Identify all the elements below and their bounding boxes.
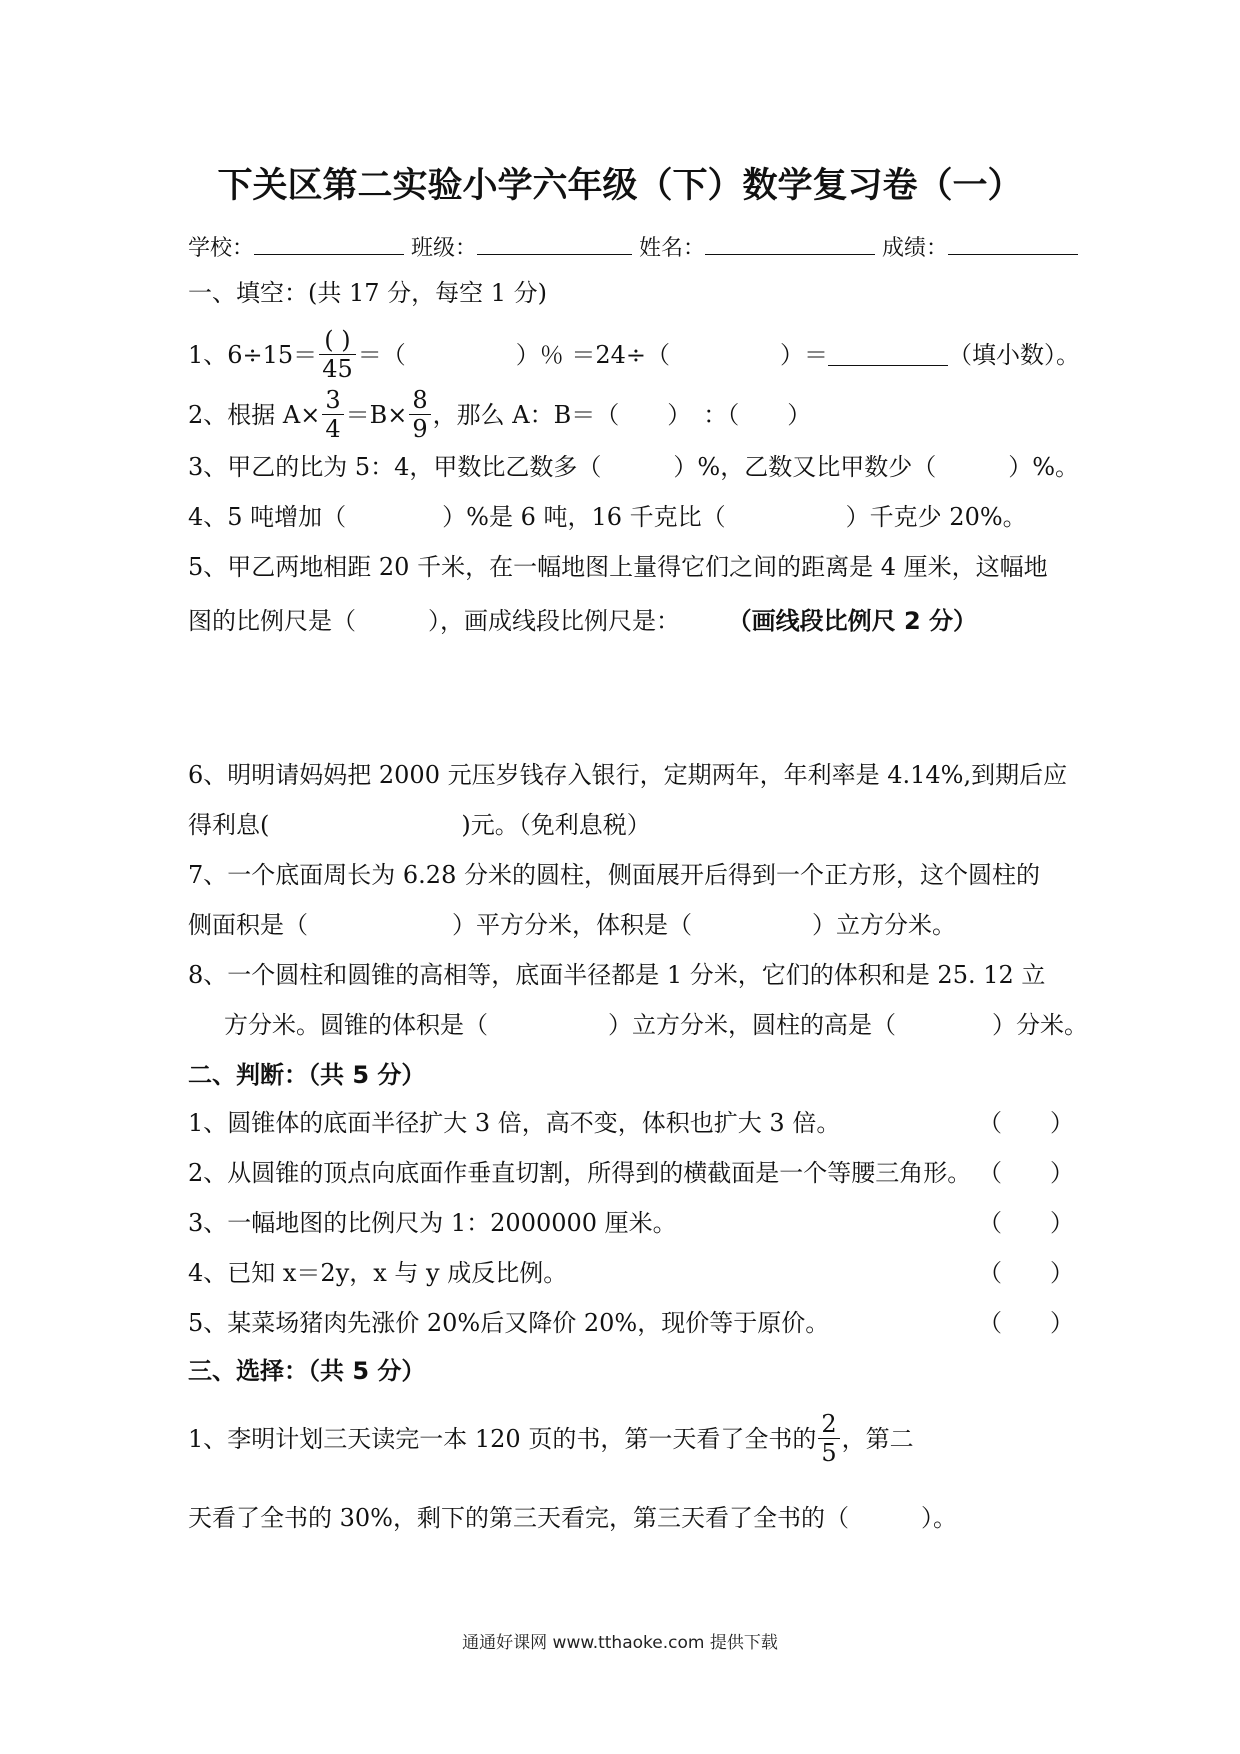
judge-paren-5[interactable]: （ ） — [978, 1309, 1074, 1337]
question-1-1: 1、6÷15＝ $\frac{( )}{45}$ ＝（ ）％ ＝24÷（ ）＝ （填小数）。 — [188, 326, 1081, 383]
school-blank[interactable] — [254, 232, 404, 255]
choice-question-1-line2: 天看了全书的 30%，剩下的第三天看完，第三天看了全书的（ ）。 — [188, 1504, 957, 1532]
question-1-7-line1: 7、一个底面周长为 6.28 分米的圆柱，侧面展开后得到一个正方形，这个圆柱的 — [188, 861, 1040, 889]
class-label: 班级： — [411, 236, 478, 261]
question-1-7-line2: 侧面积是（ ）平方分米，体积是（ ）立方分米。 — [188, 911, 956, 939]
section2-heading: 二、判断：（共 5 分） — [188, 1061, 426, 1089]
name-label: 姓名： — [639, 236, 706, 261]
judge-paren-3[interactable]: （ ） — [978, 1209, 1074, 1237]
judge-item-5: 5、某菜场猪肉先涨价 20%后又降价 20%，现价等于原价。 — [188, 1309, 830, 1337]
judge-item-1: 1、圆锥体的底面半径扩大 3 倍，高不变，体积也扩大 3 倍。 — [188, 1109, 841, 1137]
score-blank[interactable] — [948, 232, 1078, 255]
question-1-6-line1: 6、明明请妈妈把 2000 元压岁钱存入银行，定期两年，年利率是 4.14%,到期后应 — [188, 761, 1068, 789]
footer-credit: 通通好课网 www.tthaoke.com 提供下载 — [462, 1633, 778, 1653]
question-1-2: 2、根据 A× $\frac{3}{4}$ ＝B× $\frac{8}{9}$ ，那么 A：B＝（ ） ：（ ） — [188, 386, 812, 443]
question-1-8-line1: 8、一个圆柱和圆锥的高相等，底面半径都是 1 分米，它们的体积和是 25. 12 立 — [188, 961, 1046, 989]
fraction: $\frac{3}{4}$ — [322, 388, 343, 441]
answer-blank[interactable] — [828, 343, 948, 366]
judge-item-2: 2、从圆锥的顶点向底面作垂直切割，所得到的横截面是一个等腰三角形。 — [188, 1159, 972, 1187]
section1-heading: 一、填空：(共 17 分，每空 1 分) — [188, 279, 548, 307]
question-1-4: 4、5 吨增加（ ）%是 6 吨，16 千克比（ ）千克少 20%。 — [188, 503, 1027, 531]
judge-paren-4[interactable]: （ ） — [978, 1259, 1074, 1287]
fraction: $\frac{8}{9}$ — [409, 388, 430, 441]
judge-item-4: 4、已知 x＝2y，x 与 y 成反比例。 — [188, 1259, 568, 1287]
choice-question-1-line1: 1、李明计划三天读完一本 120 页的书，第一天看了全书的 $\frac{2}{5}$ ，第二 — [188, 1410, 914, 1467]
question-1-6-line2: 得利息( )元。（免利息税） — [188, 811, 651, 839]
question-1-3: 3、甲乙的比为 5：4，甲数比乙数多（ ）%，乙数又比甲数少（ ）%。 — [188, 453, 1080, 481]
fraction: $\frac{( )}{45}$ — [319, 328, 356, 381]
school-label: 学校： — [188, 236, 255, 261]
page-title: 下关区第二实验小学六年级（下）数学复习卷（一） — [217, 166, 1023, 206]
question-1-5-line2: 图的比例尺是（ ），画成线段比例尺是： （画线段比例尺 2 分） — [188, 607, 978, 635]
section3-heading: 三、选择：（共 5 分） — [188, 1357, 426, 1385]
judge-paren-2[interactable]: （ ） — [978, 1159, 1074, 1187]
fraction: $\frac{2}{5}$ — [818, 1412, 839, 1465]
judge-item-3: 3、一幅地图的比例尺为 1：2000000 厘米。 — [188, 1209, 677, 1237]
student-info-row — [188, 232, 1078, 264]
question-1-8-line2: 方分米。圆锥的体积是（ ）立方分米，圆柱的高是（ ）分米。 — [224, 1011, 1088, 1039]
judge-paren-1[interactable]: （ ） — [978, 1109, 1074, 1137]
question-1-5-line1: 5、甲乙两地相距 20 千米，在一幅地图上量得它们之间的距离是 4 厘米，这幅地 — [188, 553, 1048, 581]
name-blank[interactable] — [705, 232, 875, 255]
score-label: 成绩： — [882, 236, 949, 261]
scale-bar-note: （画线段比例尺 2 分） — [727, 607, 978, 635]
class-blank[interactable] — [477, 232, 632, 255]
